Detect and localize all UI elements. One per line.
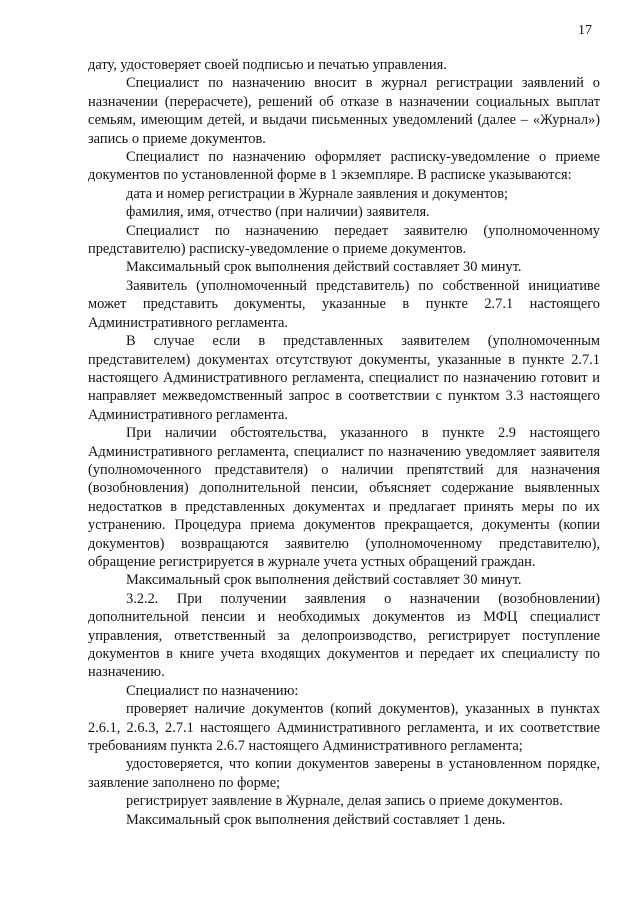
paragraph: Специалист по назначению передает заявителю (уполномоченному представителю) расписку-уведомление о приеме документов. bbox=[88, 222, 600, 258]
paragraph: проверяет наличие документов (копий документов), указанных в пунктах 2.6.1, 2.6.3, 2.7.1 настоящего Административного регламента, и их соответствие требованиям пункта 2.6.7 настоящего Административного регламента; bbox=[88, 701, 600, 755]
page-number: 17 bbox=[578, 23, 592, 38]
paragraph: Специалист по назначению вносит в журнал регистрации заявлений о назначении (перерасчете), решений об отказе в назначении социальных выплат семьям, имеющим детей, и выдачи письменных уведомлений (далее – «Журнал») запись о приеме документов. bbox=[88, 75, 600, 147]
paragraph: Максимальный срок выполнения действий составляет 1 день. bbox=[126, 811, 506, 828]
paragraph: Максимальный срок выполнения действий составляет 30 минут. bbox=[126, 259, 522, 276]
paragraph: дата и номер регистрации в Журнале заявления и документов; bbox=[126, 185, 509, 202]
paragraph: В случае если в представленных заявителем (уполномоченным представителем) документах отсутствуют документы, указанные в пункте 2.7.1 настоящего Административного регламента, специалист по назначению готовит и направляет межведомственный запрос в соответствии с пунктом 3.3 настоящего Административного регламента. bbox=[88, 333, 600, 423]
paragraph: 3.2.2. При получении заявления о назначении (возобновлении) дополнительной пенсии и необходимых документов из МФЦ специалист управления, ответственный за делопроизводство, регистрирует поступление документов в книге учета входящих документов и передает их специалисту по назначению. bbox=[88, 590, 600, 681]
paragraph: дату, удостоверяет своей подписью и печатью управления. bbox=[88, 57, 447, 73]
paragraph: Заявитель (уполномоченный представитель) по собственной инициативе может представить документы, указанные в пункте 2.7.1 настоящего Административного регламента. bbox=[88, 277, 600, 331]
paragraph: удостоверяется, что копии документов заверены в установленном порядке, заявление заполнено по форме; bbox=[88, 756, 600, 791]
paragraph: Специалист по назначению: bbox=[126, 682, 299, 699]
paragraph: фамилия, имя, отчество (при наличии) заявителя. bbox=[126, 204, 430, 221]
paragraph: Максимальный срок выполнения действий составляет 30 минут. bbox=[126, 572, 522, 589]
paragraph: Специалист по назначению оформляет расписку-уведомление о приеме документов по установленной форме в 1 экземпляре. В расписке указываются: bbox=[88, 149, 600, 184]
paragraph: При наличии обстоятельства, указанного в пункте 2.9 настоящего Административного регламента, специалист по назначению уведомляет заявителя (уполномоченного представителя) о наличии препятствий для назначения (возобновления) дополнительной пенсии, объясняет содержание выявленных недостатков в представленных документах и предлагает принять меры по их устранению. Процедура приема документов прекращается, документы (копии документов) возвращаются заявителю (уполномоченному представителю), обращение регистрируется в журнале учета устных обращений граждан. bbox=[88, 425, 600, 570]
paragraph: регистрирует заявление в Журнале, делая запись о приеме документов. bbox=[126, 793, 563, 810]
document-body bbox=[88, 56, 600, 829]
